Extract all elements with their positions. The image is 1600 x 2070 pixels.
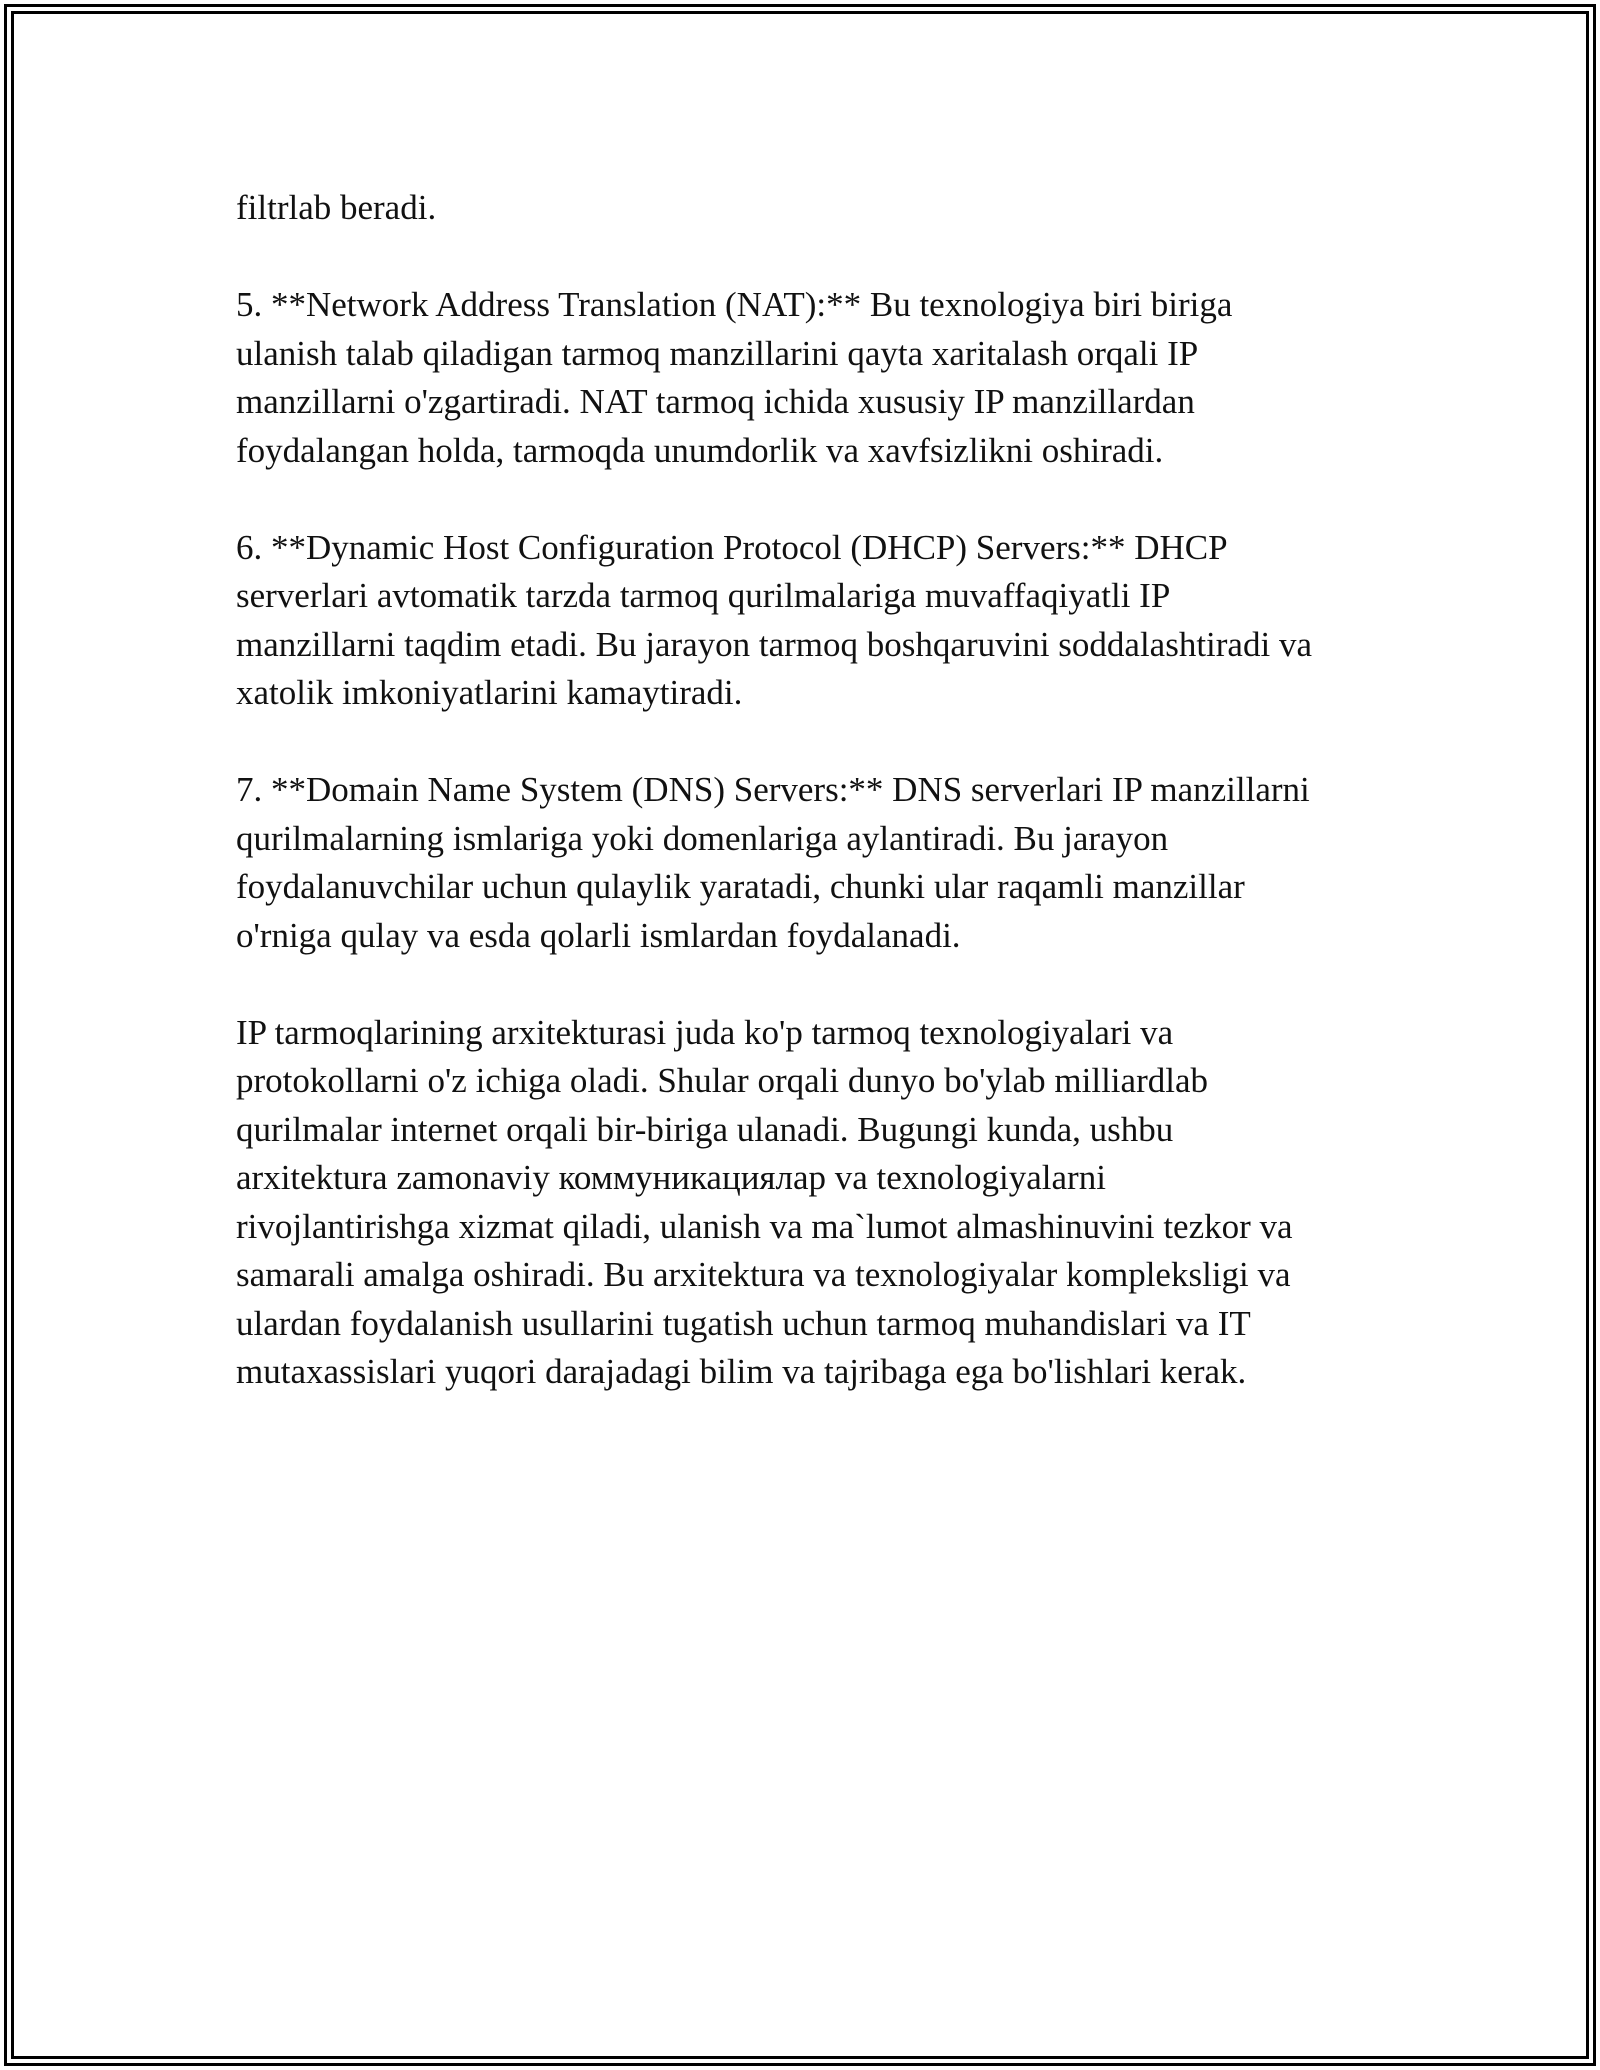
paragraph-nat: 5. **Network Address Translation (NAT):** Bu texnologiya biri biriga ulanish talab qiladigan tarmoq manzillarini qayta xaritalash orqali IP manzillarni o'zgartiradi. NAT tarmoq ichida xususiy IP manzillardan foydalangan holda, tarmoqda unumdorlik va xavfsizlikni oshiradi. [236,285,1233,470]
paragraph-continuation: filtrlab beradi. [236,188,437,227]
document-body [236,184,1376,1445]
paragraph-dns: 7. **Domain Name System (DNS) Servers:** DNS serverlari IP manzillarni qurilmalarning ismlariga yoki domenlariga aylantiradi. Bu jarayon foydalanuvchilar uchun qulaylik yaratadi, chunki ular raqamli manzillar o'rniga qulay va esda qolarli ismlardan foydalanadi. [236,770,1310,955]
paragraph-conclusion: IP tarmoqlarining arxitekturasi juda ko'p tarmoq texnologiyalari va protokollarni o'z ichiga oladi. Shular orqali dunyo bo'ylab milliardlab qurilmalar internet orqali bir-biriga ulanadi. Bugungi kunda, ushbu arxitektura zamonaviy коммуникациялар va texnologiyalarni rivojlantirishga xizmat qiladi, ulanish va ma`lumot almashinuvini tezkor va samarali amalga oshiradi. Bu arxitektura va texnologiyalar kompleksligi va ulardan foydalanish usullarini tugatish uchun tarmoq muhandislari va IT mutaxassislari yuqori darajadagi bilim va tajribaga ega bo'lishlari kerak. [236,1012,1293,1391]
paragraph-dhcp: 6. **Dynamic Host Configuration Protocol (DHCP) Servers:** DHCP serverlari avtomatik tarzda tarmoq qurilmalariga muvaffaqiyatli IP manzillarni taqdim etadi. Bu jarayon tarmoq boshqaruvini soddalashtiradi va xatolik imkoniyatlarini kamaytiradi. [236,527,1312,712]
